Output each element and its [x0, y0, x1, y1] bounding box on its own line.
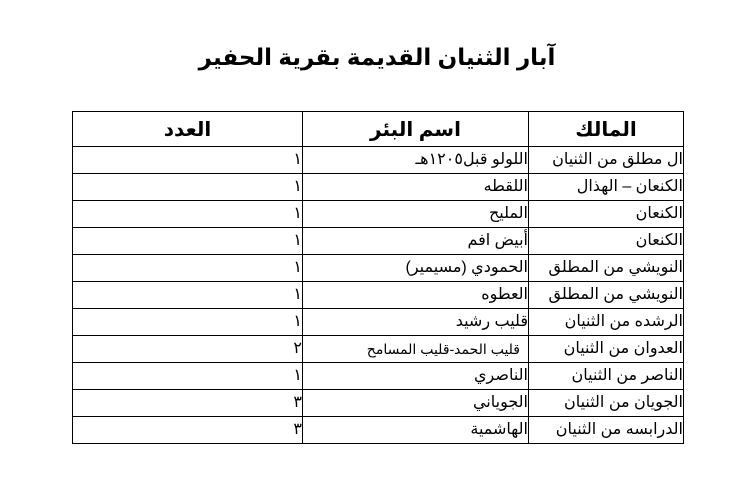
cell-owner: الناصر من الثنيان — [529, 363, 684, 390]
table-row — [73, 201, 684, 228]
cell-count: ١ — [73, 255, 303, 282]
cell-count: ٢ — [73, 336, 303, 363]
table-row — [73, 282, 684, 309]
cell-owner: الكنعان — [529, 228, 684, 255]
cell-owner: النويشي من المطلق — [529, 282, 684, 309]
cell-owner: العدوان من الثنيان — [529, 336, 684, 363]
cell-well-name: المليح — [303, 201, 529, 228]
cell-well-name: الجوياني — [303, 390, 529, 417]
cell-well-name: اللقطه — [303, 174, 529, 201]
cell-well-name: اللولو قبل١٢٠٥هـ — [303, 147, 529, 174]
cell-count: ٣ — [73, 417, 303, 444]
header-count: العدد — [73, 112, 303, 147]
cell-count: ١ — [73, 201, 303, 228]
header-owner: المالك — [529, 112, 684, 147]
cell-owner: الكنعان – الهذال — [529, 174, 684, 201]
cell-owner: الكنعان — [529, 201, 684, 228]
cell-owner: النويشي من المطلق — [529, 255, 684, 282]
cell-count: ١ — [73, 309, 303, 336]
cell-owner: الرشده من الثنيان — [529, 309, 684, 336]
table-row — [73, 417, 684, 444]
table-row — [73, 363, 684, 390]
table-header-row — [73, 112, 684, 147]
table-row — [73, 336, 684, 363]
cell-well-name: العطوه — [303, 282, 529, 309]
cell-owner: ال مطلق من الثنيان — [529, 147, 684, 174]
cell-count: ١ — [73, 282, 303, 309]
cell-count: ١ — [73, 363, 303, 390]
table-row — [73, 309, 684, 336]
table-row — [73, 174, 684, 201]
cell-count: ٣ — [73, 390, 303, 417]
document-title: آبار الثنيان القديمة بقرية الحفير — [198, 44, 556, 70]
cell-count: ١ — [73, 174, 303, 201]
table-row — [73, 255, 684, 282]
cell-owner: الدرابسه من الثنيان — [529, 417, 684, 444]
cell-count: ١ — [73, 147, 303, 174]
cell-well-name: الحمودي (مسيمير) — [303, 255, 529, 282]
cell-well-name: الهاشمية — [303, 417, 529, 444]
cell-well-name: أبيض افم — [303, 228, 529, 255]
cell-well-name: الناصري — [303, 363, 529, 390]
cell-well-name: قليب الحمد-قليب المسامح — [303, 336, 529, 363]
cell-well-name: قليب رشيد — [303, 309, 529, 336]
header-well-name: اسم البئر — [303, 112, 529, 147]
cell-count: ١ — [73, 228, 303, 255]
table-row — [73, 147, 684, 174]
wells-table — [72, 111, 684, 444]
table-row — [73, 390, 684, 417]
cell-owner: الجويان من الثنيان — [529, 390, 684, 417]
table-row — [73, 228, 684, 255]
